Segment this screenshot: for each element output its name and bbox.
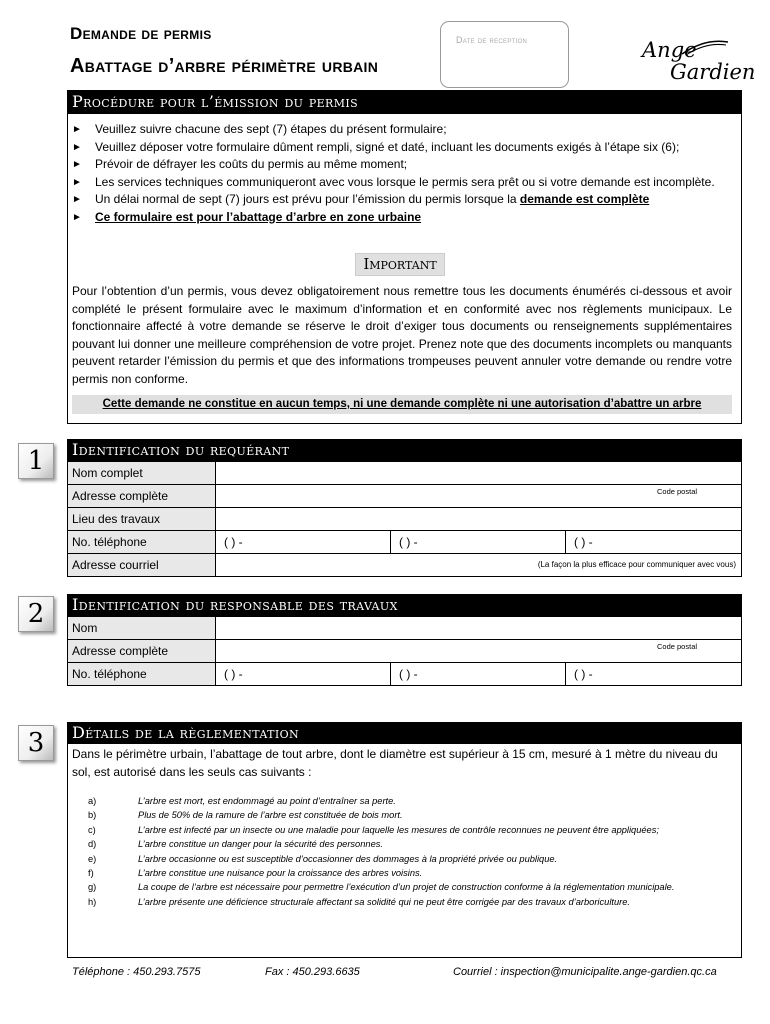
section2-header: Identification du responsable des travaux bbox=[67, 594, 742, 616]
field-label-telephone: No. téléphone bbox=[68, 531, 216, 554]
municipality-logo bbox=[630, 30, 756, 88]
adresse-field[interactable] bbox=[216, 485, 742, 508]
section-number-1: 1 bbox=[18, 443, 54, 479]
phone-mask: ( ) - bbox=[574, 667, 593, 681]
list-item bbox=[88, 823, 736, 837]
list-item-text: L’arbre est mort, est endommagé au point d’entraîner sa perte. bbox=[138, 796, 396, 806]
nom-field[interactable] bbox=[216, 617, 742, 640]
phone-mask: ( ) - bbox=[224, 535, 243, 549]
list-item-text: L’arbre occasionne ou est susceptible d’occasionner des dommages à la propriété privée ou publique. bbox=[138, 853, 558, 864]
reglementation-intro: Dans le périmètre urbain, l’abattage de tout arbre, dont le diamètre est supérieur à 15 cm, mesuré à 1 mètre du niveau du sol, est autorisé dans les seuls cas suivants : bbox=[72, 747, 718, 779]
list-item-text: Plus de 50% de la ramure de l’arbre est constituée de bois mort. bbox=[138, 810, 403, 821]
list-item bbox=[88, 880, 736, 894]
important-text: Pour l’obtention d’un permis, vous devez obligatoirement nous remettre tous les documents énumérés ci-dessous et avoir complété le présent formulaire avec le maximum d’information et en conformité avec nos règlements municipaux. Le fonctionnaire affecté à votre demande se réserve le droit d’exiger tous documents ou renseignements supplémentaires pouvant lui donner une meilleure compréhension de votre projet. Prenez note que des documents incomplets ou manquants peuvent retarder l’émission du permis et que des informations trompeuses peuvent annuler votre demande ou rendre votre permis non conforme. bbox=[72, 284, 732, 386]
field-label-telephone: No. téléphone bbox=[68, 663, 216, 686]
list-item-key: e) bbox=[88, 853, 97, 864]
footer-courriel: Courriel : inspection@municipalite.ange-gardien.qc.ca bbox=[453, 966, 717, 978]
list-item bbox=[88, 808, 736, 822]
list-item-key: b) bbox=[88, 810, 97, 821]
responsable-table bbox=[67, 616, 742, 686]
phone-mask: ( ) - bbox=[399, 667, 418, 681]
form-subtitle: Abattage d’arbre périmètre urbain bbox=[70, 55, 379, 77]
list-item-emphasis: demande est complète bbox=[519, 192, 650, 206]
phone-field-1[interactable] bbox=[216, 663, 391, 686]
phone-field-2[interactable] bbox=[391, 531, 566, 554]
important-heading: Important bbox=[355, 253, 445, 276]
code-postal-label: Code postal bbox=[657, 487, 698, 496]
list-item: ► Veuillez déposer votre formulaire dûment rempli, signé et daté, incluant les documents exigés à l’étape six (6); bbox=[72, 139, 732, 157]
list-item: ► Les services techniques communiqueront avec vous lorsque le permis sera prêt ou si votre demande est incomplète. bbox=[72, 174, 732, 192]
important-note: Cette demande ne constitue en aucun temps, ni une demande complète ni une autorisation d’abattre un arbre bbox=[72, 395, 732, 414]
list-item-key: d) bbox=[88, 839, 97, 850]
list-item: ► Ce formulaire est pour l’abattage d’arbre en zone urbaine bbox=[72, 209, 732, 227]
procedure-header: Procédure pour l’émission du permis bbox=[67, 90, 742, 114]
requerant-table bbox=[67, 461, 742, 577]
logo-text-gardien: Gardien bbox=[670, 60, 756, 84]
lieu-travaux-field[interactable] bbox=[216, 508, 742, 531]
list-item-key: a) bbox=[88, 796, 97, 806]
list-item-key: g) bbox=[88, 882, 97, 893]
list-item bbox=[88, 852, 736, 866]
date-reception-label: Date de reception bbox=[456, 35, 528, 45]
date-reception-box[interactable] bbox=[440, 21, 569, 88]
phone-field-1[interactable] bbox=[216, 531, 391, 554]
list-item bbox=[88, 837, 736, 851]
field-label-nom: Nom complet bbox=[68, 462, 216, 485]
footer-telephone: Téléphone : 450.293.7575 bbox=[72, 966, 201, 978]
list-item bbox=[88, 794, 736, 808]
nom-complet-field[interactable] bbox=[216, 462, 742, 485]
list-item-text: L’arbre constitue une nuisance pour la croissance des arbres voisins. bbox=[138, 868, 423, 879]
list-item-text: La coupe de l’arbre est nécessaire pour permettre l’exécution d’un projet de construction conforme à la réglementation municipale. bbox=[138, 882, 675, 893]
courriel-field[interactable] bbox=[216, 554, 742, 577]
list-item-key: c) bbox=[88, 824, 96, 835]
list-item bbox=[88, 866, 736, 880]
phone-mask: ( ) - bbox=[399, 535, 418, 549]
list-item-text: L’arbre présente une déficience structurale affectant sa solidité qui ne peut être corrigée par des travaux d’arboriculture. bbox=[138, 896, 630, 907]
list-item-text: L’arbre est infecté par un insecte ou une maladie pour laquelle les mesures de contrôle reconnues ne peuvent être appliquées; bbox=[138, 824, 659, 835]
field-label-courriel: Adresse courriel bbox=[68, 554, 216, 577]
procedure-list bbox=[72, 121, 732, 226]
section-number-2: 2 bbox=[18, 596, 54, 632]
section-number-3: 3 bbox=[18, 725, 54, 761]
list-item-key: f) bbox=[88, 868, 94, 879]
phone-mask: ( ) - bbox=[224, 667, 243, 681]
field-label-nom: Nom bbox=[68, 617, 216, 640]
phone-field-2[interactable] bbox=[391, 663, 566, 686]
list-item-text: Un délai normal de sept (7) jours est prévu pour l’émission du permis lorsque la bbox=[95, 192, 520, 206]
list-item-text: L’arbre constitue un danger pour la sécurité des personnes. bbox=[138, 839, 383, 850]
list-item bbox=[88, 895, 736, 909]
footer-fax: Fax : 450.293.6635 bbox=[265, 966, 360, 978]
list-item bbox=[72, 191, 732, 209]
section1-header: Identification du requérant bbox=[67, 439, 742, 461]
list-item-key: h) bbox=[88, 896, 97, 907]
phone-field-3[interactable] bbox=[566, 663, 742, 686]
field-label-adresse: Adresse complète bbox=[68, 485, 216, 508]
section3-header: Détails de la règlementation bbox=[67, 722, 742, 744]
code-postal-label: Code postal bbox=[657, 642, 698, 651]
logo-text-ange: Ange bbox=[642, 38, 697, 62]
reglementation-list bbox=[88, 794, 736, 909]
adresse-field[interactable] bbox=[216, 640, 742, 663]
phone-field-3[interactable] bbox=[566, 531, 742, 554]
list-item: ► Veuillez suivre chacune des sept (7) étapes du présent formulaire; bbox=[72, 121, 732, 139]
form-title: Demande de permis bbox=[70, 24, 212, 43]
phone-mask: ( ) - bbox=[574, 535, 593, 549]
list-item: ► Prévoir de défrayer les coûts du permis au même moment; bbox=[72, 156, 732, 174]
courriel-hint: (La façon la plus efficace pour communiquer avec vous) bbox=[537, 560, 736, 569]
field-label-adresse: Adresse complète bbox=[68, 640, 216, 663]
field-label-lieu: Lieu des travaux bbox=[68, 508, 216, 531]
